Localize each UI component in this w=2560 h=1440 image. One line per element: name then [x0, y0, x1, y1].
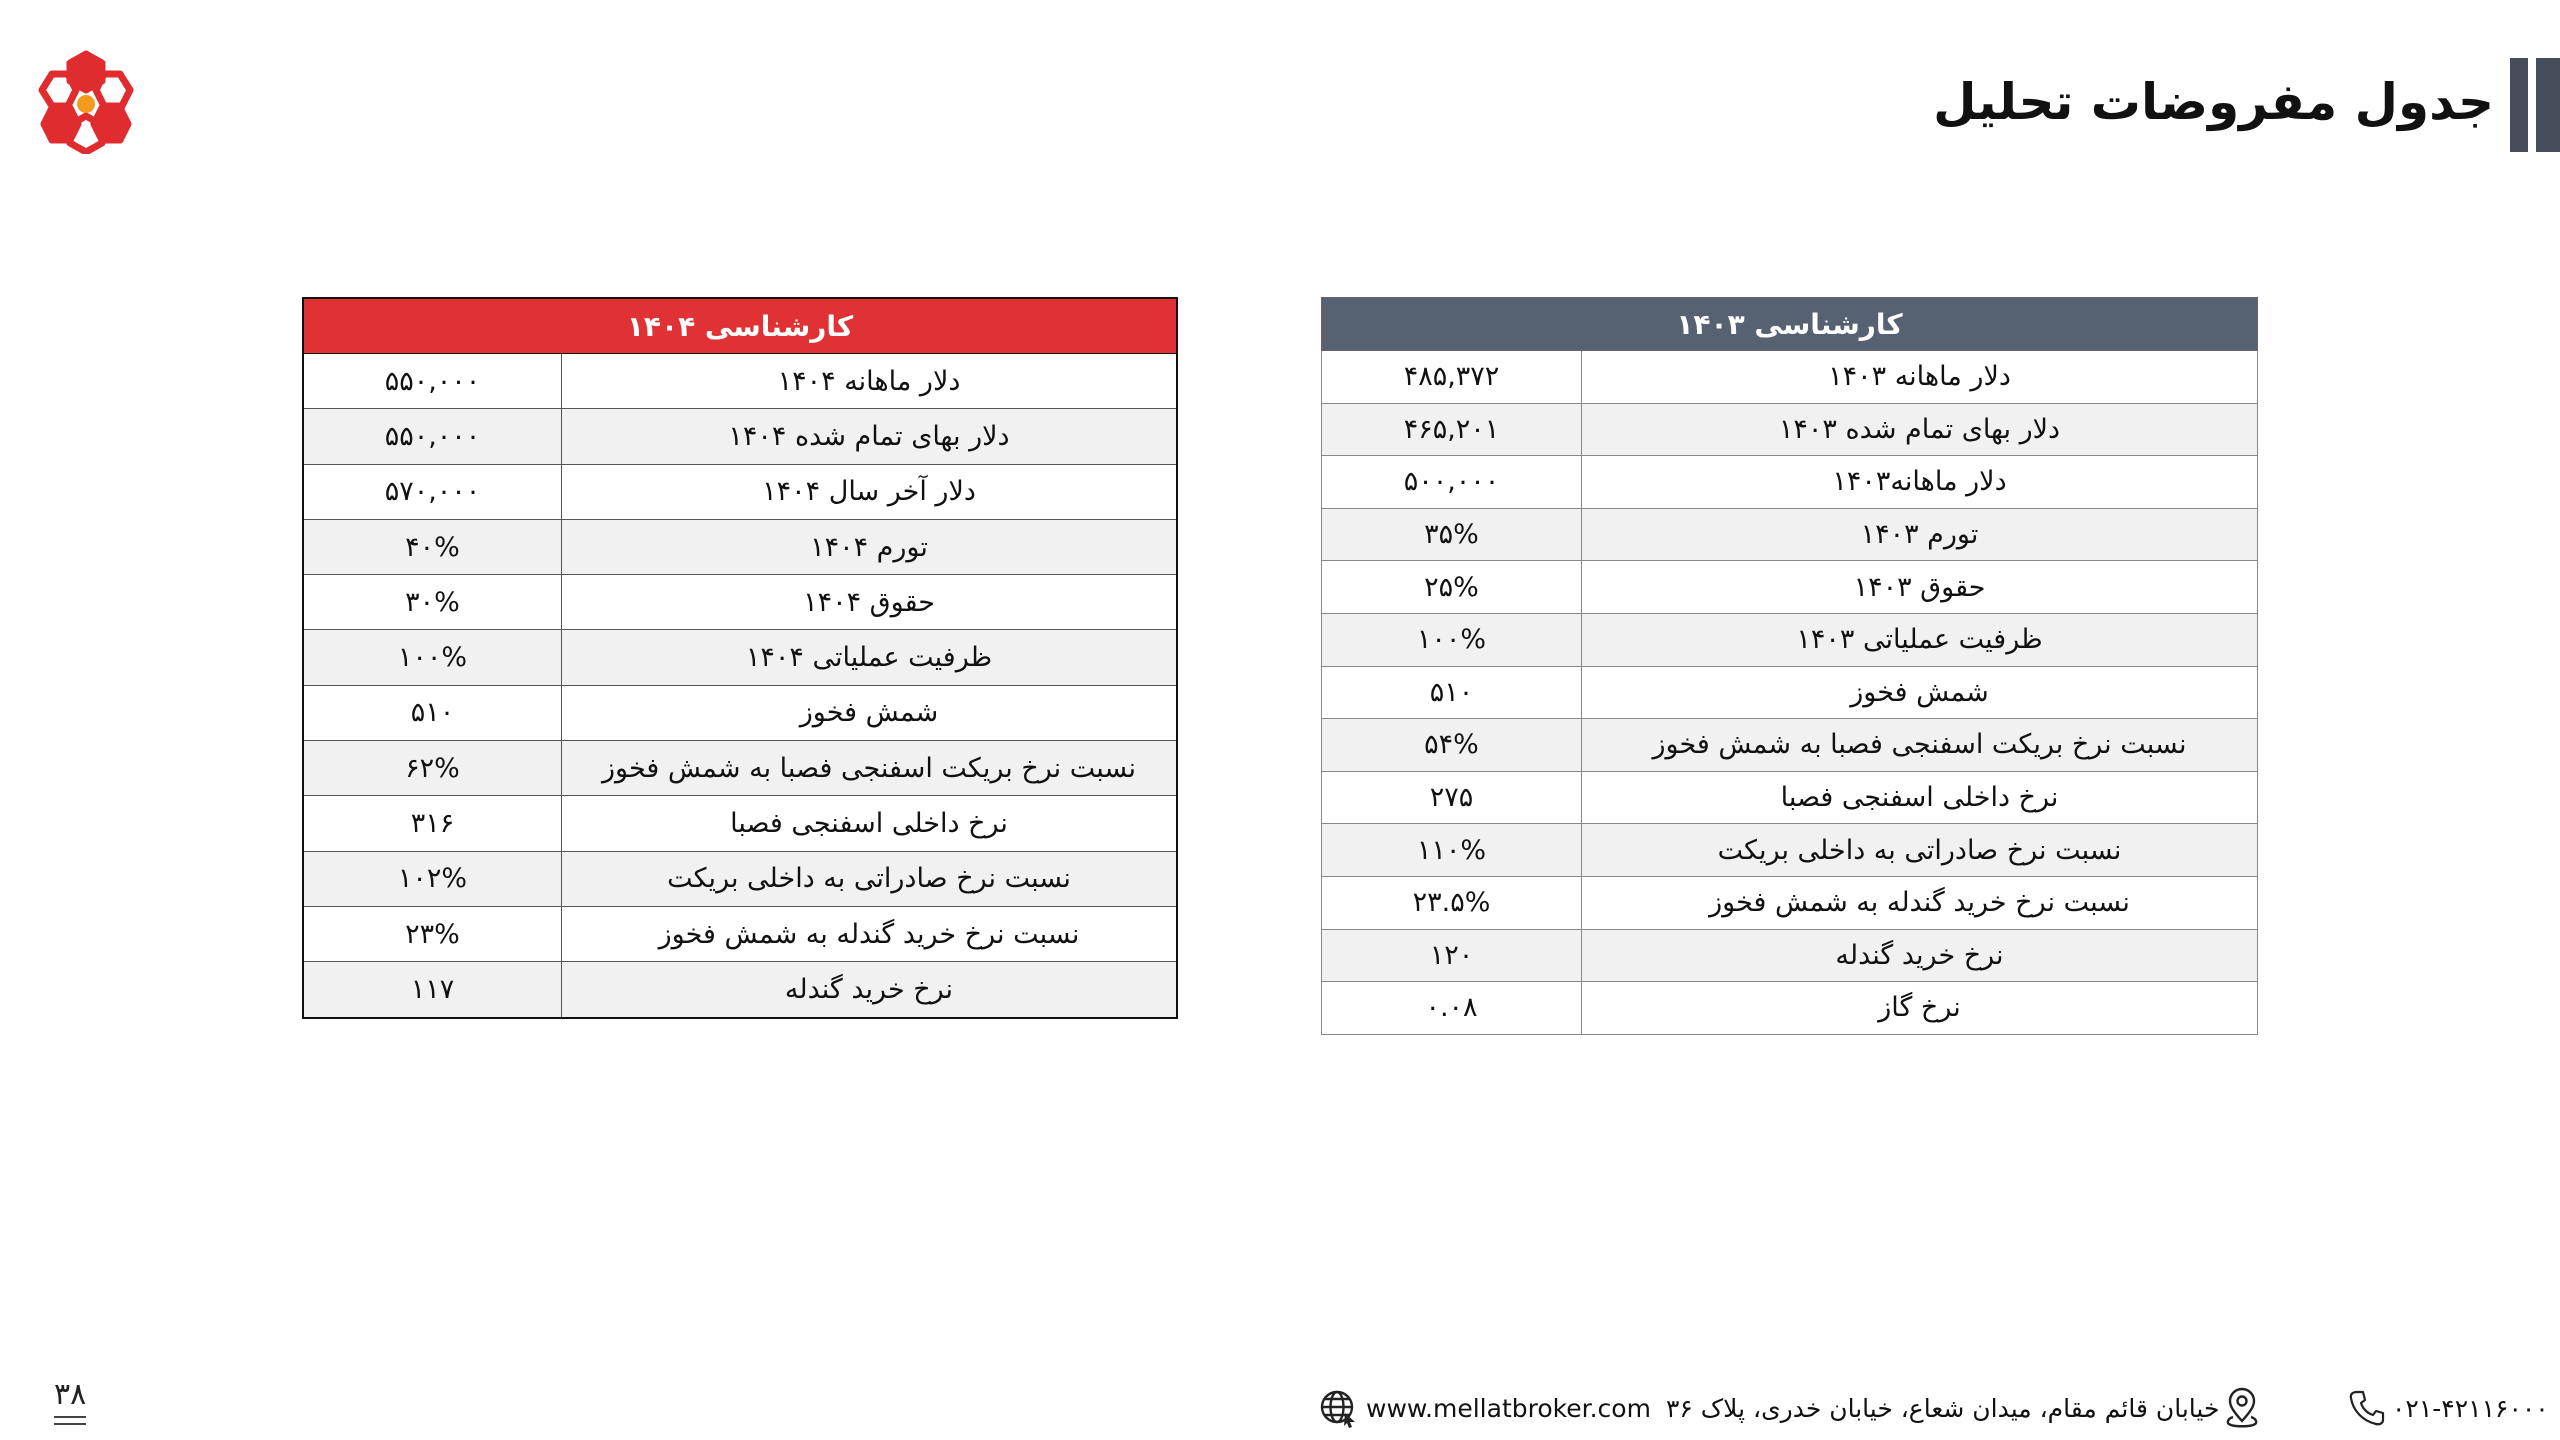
- table-header: کارشناسی ۱۴۰۳: [1322, 298, 2258, 351]
- table-row: [1322, 771, 2258, 824]
- table-row: [1322, 508, 2258, 561]
- table-header: کارشناسی ۱۴۰۴: [303, 298, 1177, 354]
- row-label: نسبت نرخ بریکت اسفنجی فصبا به شمش فخوز: [562, 741, 1178, 796]
- row-value: ۳۱۶: [303, 796, 562, 851]
- row-label: شمش فخوز: [1582, 666, 2258, 719]
- table-body: [1322, 351, 2258, 1035]
- row-label: نسبت نرخ صادراتی به داخلی بریکت: [562, 851, 1178, 906]
- row-label: نرخ خرید گندله: [562, 962, 1178, 1018]
- row-label: دلار بهای تمام شده ۱۴۰۴: [562, 409, 1178, 464]
- company-logo: [38, 50, 134, 154]
- row-value: ۴۶۵,۲۰۱: [1322, 403, 1582, 456]
- table-row: [303, 519, 1177, 574]
- row-label: دلار ماهانه۱۴۰۳: [1582, 456, 2258, 509]
- row-label: نرخ داخلی اسفنجی فصبا: [1582, 771, 2258, 824]
- row-label: دلار آخر سال ۱۴۰۴: [562, 464, 1178, 519]
- row-value: ۳۵%: [1322, 508, 1582, 561]
- table-row: [1322, 876, 2258, 929]
- table-row: [1322, 982, 2258, 1035]
- address-text: خیابان قائم مقام، میدان شعاع، خیابان خدری، پلاک ۳۶: [1666, 1393, 2220, 1423]
- phone[interactable]: [2348, 1384, 2549, 1432]
- row-label: نرخ خرید گندله: [1582, 929, 2258, 982]
- globe-icon: [1318, 1388, 1358, 1428]
- address: [1666, 1384, 2261, 1432]
- table-row: [303, 851, 1177, 906]
- page-number: ۳۸: [54, 1378, 86, 1418]
- table-row: [1322, 456, 2258, 509]
- row-label: دلار بهای تمام شده ۱۴۰۳: [1582, 403, 2258, 456]
- website-link[interactable]: [1318, 1384, 1651, 1432]
- row-value: ۱۰۰%: [303, 630, 562, 685]
- row-value: ۴۸۵,۳۷۲: [1322, 351, 1582, 404]
- row-value: ۱۱۰%: [1322, 824, 1582, 877]
- row-label: ظرفیت عملیاتی ۱۴۰۴: [562, 630, 1178, 685]
- row-value: ۶۲%: [303, 741, 562, 796]
- row-value: ۵۵۰,۰۰۰: [303, 409, 562, 464]
- table-body: [303, 354, 1177, 1018]
- row-value: ۲۷۵: [1322, 771, 1582, 824]
- website-text: www.mellatbroker.com: [1366, 1393, 1651, 1423]
- table-row: [303, 464, 1177, 519]
- row-value: ۱۲۰: [1322, 929, 1582, 982]
- row-value: ۳۰%: [303, 575, 562, 630]
- row-label: نرخ داخلی اسفنجی فصبا: [562, 796, 1178, 851]
- row-value: ۵۱۰: [303, 685, 562, 740]
- row-label: شمش فخوز: [562, 685, 1178, 740]
- table-row: [303, 409, 1177, 464]
- table-row: [303, 685, 1177, 740]
- title-accent-bar: [2510, 58, 2560, 152]
- row-label: دلار ماهانه ۱۴۰۴: [562, 354, 1178, 409]
- table-row: [303, 575, 1177, 630]
- table-row: [1322, 929, 2258, 982]
- table-row: [1322, 613, 2258, 666]
- row-value: ۲۵%: [1322, 561, 1582, 614]
- row-label: دلار ماهانه ۱۴۰۳: [1582, 351, 2258, 404]
- row-value: ۵۰۰,۰۰۰: [1322, 456, 1582, 509]
- table-row: [303, 354, 1177, 409]
- row-value: ۴۰%: [303, 519, 562, 574]
- row-value: ۱۰۲%: [303, 851, 562, 906]
- table-row: [1322, 351, 2258, 404]
- row-value: ۵۵۰,۰۰۰: [303, 354, 562, 409]
- phone-text: ۰۲۱-۴۲۱۱۶۰۰۰: [2392, 1393, 2549, 1423]
- table-row: [303, 796, 1177, 851]
- row-value: ۰.۰۸: [1322, 982, 1582, 1035]
- footer: [1318, 1384, 2549, 1432]
- row-value: ۱۱۷: [303, 962, 562, 1018]
- row-label: تورم ۱۴۰۴: [562, 519, 1178, 574]
- table-row: [1322, 561, 2258, 614]
- row-value: ۵۱۰: [1322, 666, 1582, 719]
- row-label: نسبت نرخ خرید گندله به شمش فخوز: [1582, 876, 2258, 929]
- table-row: [1322, 666, 2258, 719]
- row-label: نسبت نرخ بریکت اسفنجی فصبا به شمش فخوز: [1582, 719, 2258, 772]
- row-value: ۱۰۰%: [1322, 613, 1582, 666]
- row-value: ۵۷۰,۰۰۰: [303, 464, 562, 519]
- row-label: حقوق ۱۴۰۴: [562, 575, 1178, 630]
- assumptions-table-1403: [1321, 297, 2258, 1035]
- table-row: [303, 906, 1177, 961]
- row-label: ظرفیت عملیاتی ۱۴۰۳: [1582, 613, 2258, 666]
- row-label: حقوق ۱۴۰۳: [1582, 561, 2258, 614]
- phone-icon: [2348, 1388, 2386, 1428]
- row-value: ۲۳%: [303, 906, 562, 961]
- table-row: [1322, 824, 2258, 877]
- assumptions-table-1404: [302, 297, 1178, 1019]
- row-label: نسبت نرخ خرید گندله به شمش فخوز: [562, 906, 1178, 961]
- table-row: [1322, 719, 2258, 772]
- row-value: ۵۴%: [1322, 719, 1582, 772]
- row-label: تورم ۱۴۰۳: [1582, 508, 2258, 561]
- page-title: جدول مفروضات تحلیل: [1933, 73, 2494, 131]
- row-label: نسبت نرخ صادراتی به داخلی بریکت: [1582, 824, 2258, 877]
- row-value: ۲۳.۵%: [1322, 876, 1582, 929]
- table-row: [1322, 403, 2258, 456]
- table-row: [303, 962, 1177, 1018]
- location-pin-icon: [2223, 1387, 2261, 1429]
- table-row: [303, 630, 1177, 685]
- table-row: [303, 741, 1177, 796]
- row-label: نرخ گاز: [1582, 982, 2258, 1035]
